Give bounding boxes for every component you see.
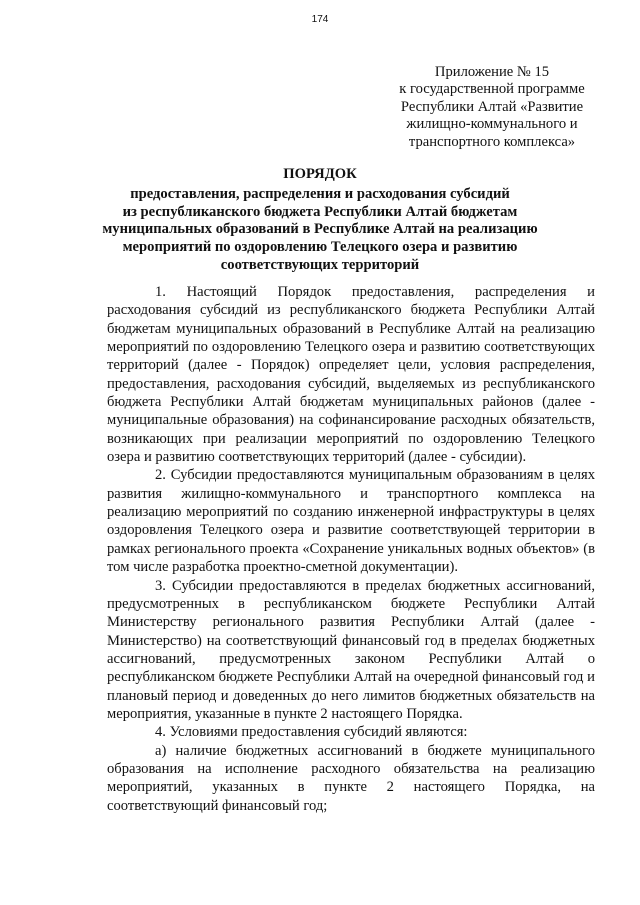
paragraph-4a: а) наличие бюджетных ассигнований в бюджете муниципального образования на исполнение расходного обязательства на реализацию мероприятий, указанных в пункте 2 настоящего Порядка, на соответствующий финансовый год; bbox=[107, 742, 595, 814]
appendix-line: транспортного комплекса» bbox=[408, 133, 576, 150]
title-line: муниципальных образований в Республике Алтай на реализацию bbox=[102, 221, 538, 238]
appendix-line: к государственной программе bbox=[399, 81, 585, 98]
page-number: 174 bbox=[311, 14, 329, 25]
paragraph-2: 2. Субсидии предоставляются муниципальным образованиям в целях развития жилищно-коммунального и транспортного комплекса на реализацию мероприятий по созданию инженерной инфраструктуры в целях оздоровления Телецкого озера и развитие соответствующей территории в рамках регионального проекта «Сохранение уникальных водных объектов» (в том числе разработка проектно-сметной документации). bbox=[107, 467, 595, 576]
paragraph-4: 4. Условиями предоставления субсидий являются: bbox=[155, 724, 468, 741]
document-title bbox=[100, 166, 540, 275]
title-heading: ПОРЯДОК bbox=[283, 166, 357, 182]
appendix-line: Приложение № 15 bbox=[434, 64, 550, 80]
title-line: мероприятий по оздоровлению Телецкого озера и развитию bbox=[122, 239, 518, 256]
appendix-reference bbox=[386, 64, 598, 151]
appendix-line: жилищно-коммунального и bbox=[406, 116, 578, 133]
paragraph-3: 3. Субсидии предоставляются в пределах бюджетных ассигнований, предусмотренных в республиканском бюджете Республики Алтай Министерству регионального развития Республики Алтай (далее - Министерство) на соответствующий финансовый год в пределах бюджетных ассигнований, предусмотренных законом Республики Алтай о республиканском бюджете Республики Алтай на очередной финансовый год и плановый период и доведенных до него лимитов бюджетных обязательств на мероприятия, указанные в пункте 2 настоящего Порядка. bbox=[107, 577, 595, 722]
appendix-line: Республики Алтай «Развитие bbox=[400, 98, 584, 115]
title-line: предоставления, распределения и расходования субсидий bbox=[130, 185, 510, 202]
title-line: из республиканского бюджета Республики Алтай бюджетам bbox=[122, 203, 518, 220]
document-body bbox=[107, 283, 595, 815]
paragraph-1: 1. Настоящий Порядок предоставления, распределения и расходования субсидий из республиканского бюджета Республики Алтай бюджетам муниципальных образований в Республике Алтай на реализацию мероприятий по оздоровлению Телецкого озера и развитию соответствующих территорий (далее - Порядок) определяет цели, условия распределения, предоставления, расходования субсидий, выделяемых из республиканского бюджета Республики Алтай бюджетам муниципальных районов (далее - муниципальные образования) на софинансирование расходных обязательств, возникающих при реализации мероприятий по оздоровлению Телецкого озера и развитию соответствующих территорий (далее - субсидии). bbox=[107, 284, 595, 466]
title-line: соответствующих территорий bbox=[220, 256, 420, 273]
